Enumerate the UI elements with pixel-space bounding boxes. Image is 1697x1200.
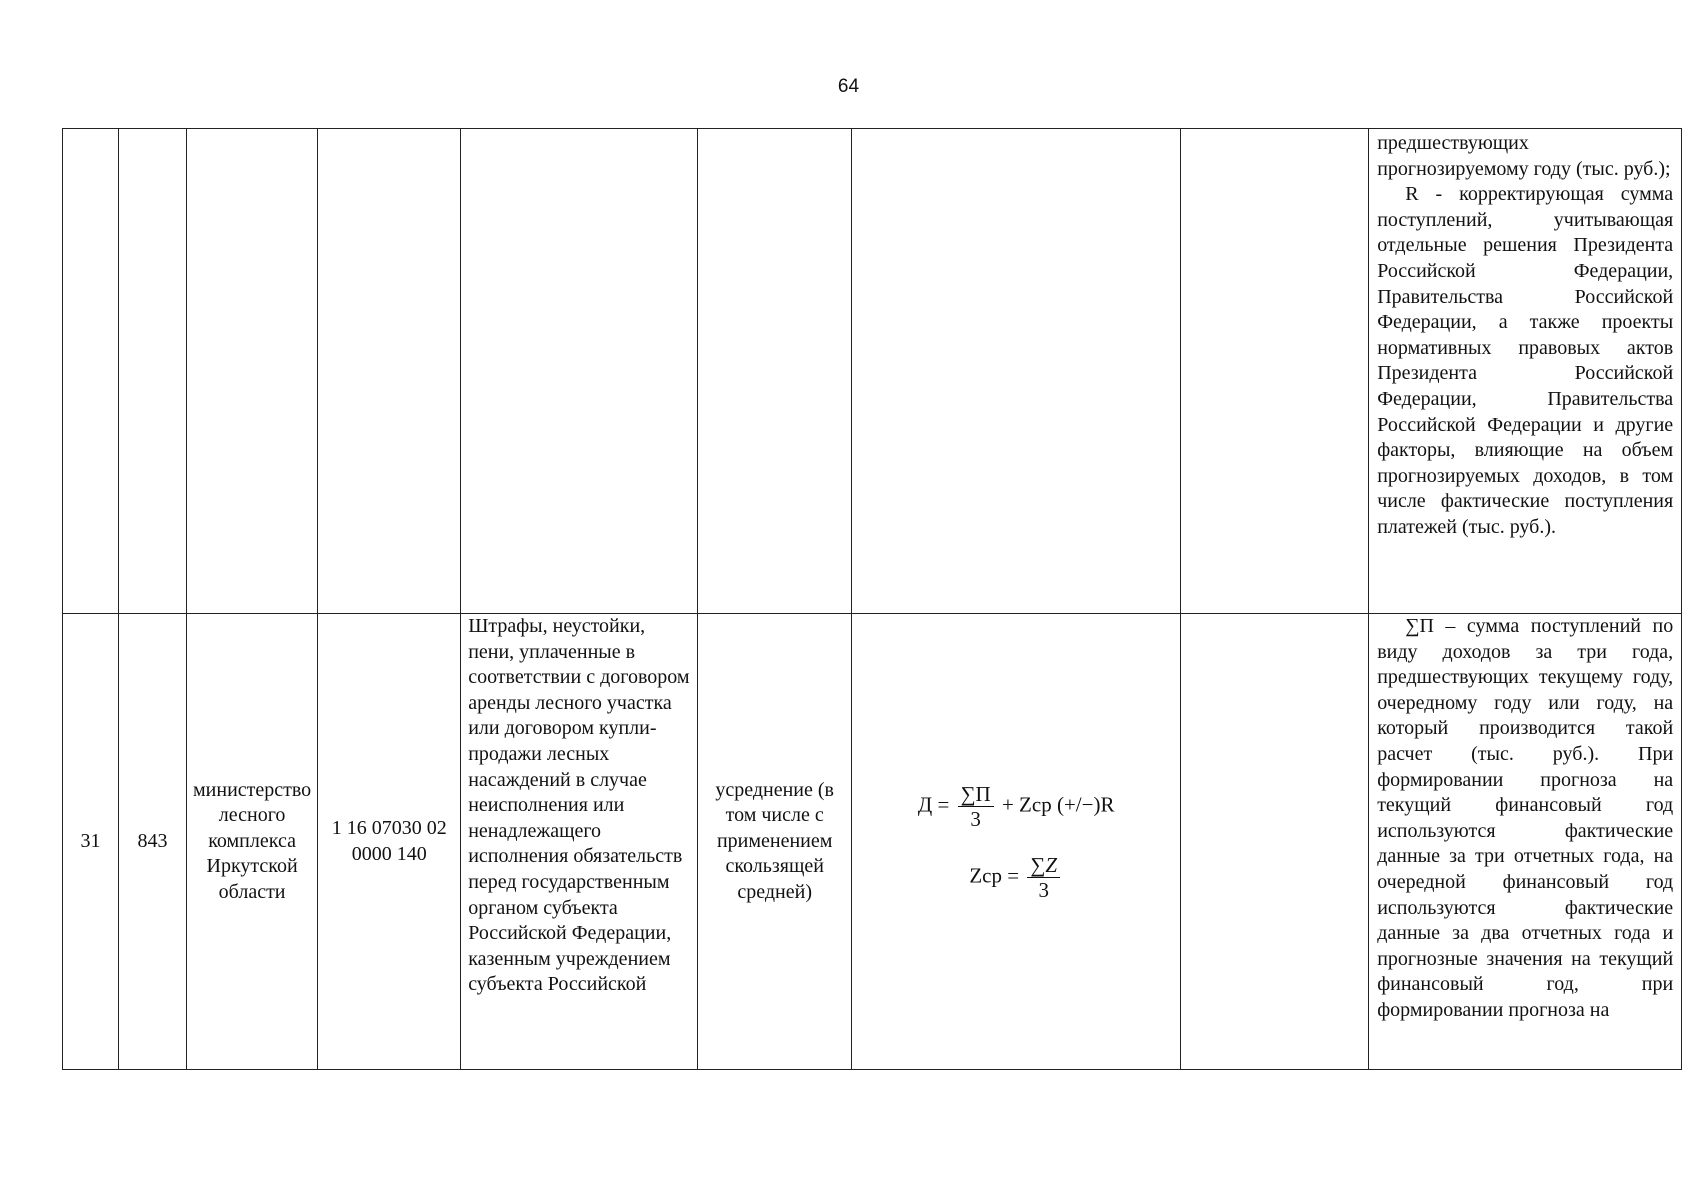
cell-empty — [852, 129, 1181, 614]
algorithm-description-cell — [1369, 614, 1682, 1070]
algorithm-description-cell — [1369, 129, 1682, 614]
row-number: 31 — [63, 614, 119, 1070]
formula-fraction-numerator: ∑П — [958, 782, 994, 807]
formula-zcp-denominator: 3 — [1038, 877, 1049, 902]
cell-empty — [187, 129, 318, 614]
admin-code: 843 — [119, 614, 187, 1070]
cell-empty — [1181, 614, 1369, 1070]
page-number: 64 — [837, 76, 860, 97]
cell-empty — [119, 129, 187, 614]
cell-empty — [461, 129, 698, 614]
formula-zcp-fraction — [1027, 853, 1060, 902]
formula-lhs: Д = — [917, 791, 950, 816]
algorithm-text: ∑П – сумма поступлений по виду доходов за три года, предшествующих текущему году, очередному году или году, на который производится такой расчет (тыс. руб.). При формировании прогноза на текущий финансовый год используются фактические данные за три отчетных года, на очередной финансовый год используются фактические данные за два отчетных года и прогнозные значения на текущий финансовый год, при формировании прогноза на — [1377, 615, 1674, 1021]
kbk-code: 1 16 07030 02 0000 140 — [318, 614, 461, 1070]
forecast-method: усреднение (в том числе с применением скользящей средней) — [698, 614, 852, 1070]
formula-zcp-lhs: Zср = — [969, 862, 1020, 887]
formula-fraction — [958, 782, 994, 831]
administrator-name: министерство лесного комплекса Иркутской области — [187, 614, 318, 1070]
income-forecast-table — [62, 128, 1682, 1070]
algorithm-text-line: предшествующих прогнозируемому году (тыс. руб.); — [1377, 132, 1671, 180]
cell-empty — [63, 129, 119, 614]
formula-rest: + Zср (+/−)R — [1001, 791, 1115, 816]
formula-main — [858, 782, 1174, 831]
table-row-continuation — [63, 129, 1682, 614]
formula-fraction-denominator: 3 — [970, 806, 981, 831]
formula-zcp — [858, 853, 1174, 902]
formula-zcp-numerator: ∑Z — [1027, 853, 1060, 878]
table-row — [63, 614, 1682, 1070]
algorithm-text-line: R - корректирующая сумма поступлений, учитывающая отдельные решения Президента Российской Федерации, Правительства Российской Федерации, а также проекты нормативных правовых актов Президента Российской Федерации, Правительства Российской Федерации и другие факторы, влияющие на объем прогнозируемых доходов, в том числе фактические поступления платежей (тыс. руб.). — [1377, 183, 1674, 538]
income-name: Штрафы, неустойки, пени, уплаченные в соответствии с договором аренды лесного участка или договором купли-продажи лесных насаждений в случае неисполнения или ненадлежащего исполнения обязательств перед государственным органом субъекта Российской Федерации, казенным учреждением субъекта Российской — [461, 614, 698, 1070]
cell-empty — [1181, 129, 1369, 614]
cell-empty — [698, 129, 852, 614]
cell-empty — [318, 129, 461, 614]
forecast-formula — [852, 614, 1181, 1070]
